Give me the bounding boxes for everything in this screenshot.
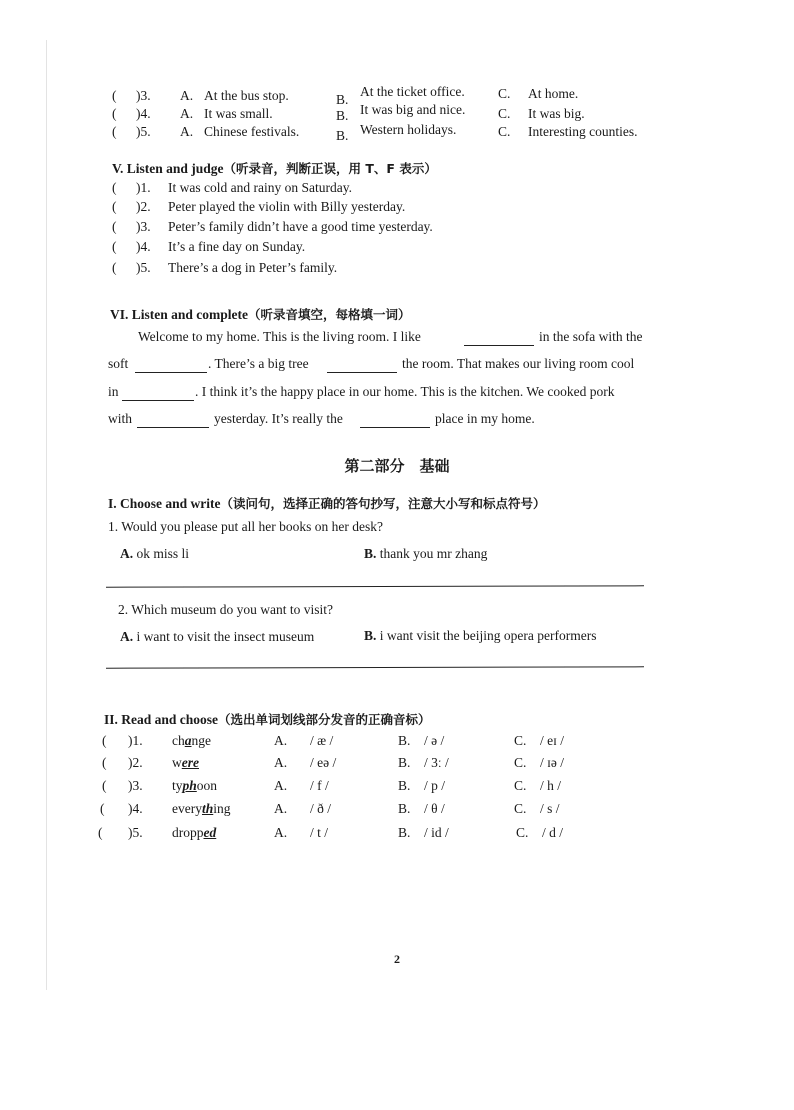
answer-paren[interactable]: ( [98,825,103,840]
question-number: )4. [136,239,151,254]
word-part: w [172,755,182,770]
option-a-label: A. [274,825,288,840]
answer-paren[interactable]: ( [112,219,117,234]
question-number: )3. [136,219,151,234]
statement-text: It was cold and rainy on Saturday. [168,180,352,195]
fill-blank-4[interactable] [122,388,194,401]
word [172,778,217,794]
option-a-label: A. [180,106,194,121]
word [172,733,211,749]
passage-text-wrap [402,356,634,372]
underlined-part: th [201,801,214,816]
section-heading [110,305,411,323]
q2-option-a[interactable] [120,629,314,645]
heading-cn: （读问句，选择正确的答句抄写，注意大小写和标点符号） [220,496,546,511]
passage-text-wrap [539,329,642,345]
option-c-label: C. [514,801,527,816]
section-heading [108,494,546,512]
heading-cn: （听录音填空，每格填一词） [248,307,411,322]
option-c-label: C. [514,778,527,793]
question-number: )5. [128,825,143,840]
passage-text: soft [108,356,129,371]
option-a-text[interactable]: / æ / [310,733,334,748]
question-number: )1. [136,180,151,195]
question-number: )1. [128,733,143,748]
fill-blank-5[interactable] [137,415,209,428]
option-b-label: B. [364,628,377,643]
passage-text: in [108,384,119,399]
question-number: )4. [128,801,143,816]
complete-line-3 [108,384,119,400]
answer-paren[interactable]: ( [102,755,107,770]
passage-text: yesterday. It’s really the [214,411,343,426]
answer-paren[interactable]: ( [112,239,117,254]
complete-line-2 [108,356,128,372]
passage-text-wrap [208,356,309,372]
fill-blank-6[interactable] [360,415,430,428]
q1-option-b[interactable] [364,546,487,562]
question-1-text: 1. Would you please put all her books on her desk? [108,519,383,534]
option-c-text[interactable]: / d / [542,825,564,840]
question-2-text: 2. Which museum do you want to visit? [118,602,333,617]
word-part: dropp [172,825,204,840]
complete-line-4 [108,411,132,427]
scan-edge [46,40,47,990]
underlined-part: a [184,733,192,748]
question-number: )2. [136,199,151,214]
answer-line-2[interactable] [106,666,644,668]
option-b-label: B. [336,92,349,107]
answer-paren[interactable]: ( [112,124,117,139]
word-part: ing [213,801,231,816]
option-a-text: At the bus stop. [204,88,289,103]
part-title: 第二部分 基础 [344,457,450,475]
option-b-text: At the ticket office. [360,84,465,99]
heading-en: II. Read and choose [104,712,219,727]
answer-paren[interactable]: ( [112,199,117,214]
q2-option-b[interactable] [364,628,596,644]
passage-text: Welcome to my home. This is the living room. I like [138,329,421,344]
passage-text: with [108,411,133,426]
option-b-label: B. [398,825,411,840]
passage-text: the room. That makes our living room cool [402,356,635,371]
word-part: nge [191,733,211,748]
option-c-text[interactable]: / h / [540,778,562,793]
word [172,755,199,771]
option-a-label: A. [274,733,288,748]
question-number: )3. [128,778,143,793]
option-c-label: C. [514,755,527,770]
option-a-text[interactable]: / f / [310,778,329,793]
option-a-label: A. [180,124,194,139]
passage-text-wrap [195,384,614,400]
statement-text: It’s a fine day on Sunday. [168,239,306,254]
option-b-text[interactable]: / id / [424,825,449,840]
fill-blank-2[interactable] [135,360,207,373]
answer-paren[interactable]: ( [102,733,107,748]
passage-text: place in my home. [435,411,535,426]
question-number: )3. [136,88,151,103]
option-b-label: B. [398,733,411,748]
heading-cn: （听录音，判断正误，用 T、F 表示） [223,161,437,176]
option-c-label: C. [498,86,511,101]
option-c-text[interactable]: / s / [540,801,560,816]
answer-paren[interactable]: ( [112,106,117,121]
option-c-text[interactable]: / eɪ / [540,733,564,748]
underlined-part: ere [181,755,199,770]
passage-text-wrap [435,411,535,427]
option-a-text[interactable]: / ð / [310,801,332,816]
option-b-text[interactable]: / θ / [424,801,445,816]
word [172,801,231,817]
option-b-label: B. [336,128,349,143]
word-part: oon [196,778,218,793]
answer-paren[interactable]: ( [102,778,107,793]
answer-paren[interactable]: ( [112,88,117,103]
word-part: every [172,801,202,816]
section-heading [112,159,437,177]
page-number: 2 [394,952,400,966]
option-b-label: B. [398,801,411,816]
section-heading [104,710,431,728]
option-c-text: It was big. [528,106,585,121]
option-a-text: Chinese festivals. [204,124,300,139]
option-b-text[interactable]: / p / [424,778,446,793]
option-b-label: B. [336,108,349,123]
heading-en: I. Choose and write [108,496,221,511]
complete-line-1 [138,329,421,345]
option-a-label: A. [274,778,288,793]
question-number: )4. [136,106,151,121]
statement-text: There’s a dog in Peter’s family. [168,260,338,275]
option-b-text[interactable]: / 3ː / [424,755,449,770]
option-c-label: C. [514,733,527,748]
answer-paren[interactable]: ( [100,801,105,816]
passage-text-wrap [214,411,343,427]
option-a-text: ok miss li [136,546,190,561]
option-a-label: A. [120,546,134,561]
option-a-text: It was small. [204,106,273,121]
question-number: )5. [136,124,151,139]
option-c-text: Interesting counties. [528,124,638,139]
option-c-label: C. [498,106,511,121]
option-b-text: It was big and nice. [360,102,466,117]
fill-blank-1[interactable] [464,333,534,346]
option-c-label: C. [516,825,529,840]
option-a-label: A. [120,629,134,644]
q1-option-a[interactable] [120,546,189,562]
option-b-label: B. [364,546,377,561]
answer-line-1[interactable] [106,585,644,587]
heading-en: VI. Listen and complete [110,307,248,322]
word-part: ty [172,778,183,793]
option-b-text[interactable]: / ə / [424,733,445,748]
passage-text: in the sofa with the [539,329,643,344]
question-number: )2. [128,755,143,770]
option-b-label: B. [398,778,411,793]
option-c-label: C. [498,124,511,139]
statement-text: Peter played the violin with Billy yesterday. [168,199,406,214]
option-a-label: A. [274,755,288,770]
option-c-text: At home. [528,86,579,101]
option-a-label: A. [274,801,288,816]
option-a-text[interactable]: / eə / [310,755,337,770]
option-c-text[interactable]: / ɪə / [540,755,564,770]
word [172,825,216,841]
underlined-part: ph [182,778,197,793]
fill-blank-3[interactable] [327,360,397,373]
option-a-text[interactable]: / t / [310,825,329,840]
word-part: ch [172,733,185,748]
answer-paren[interactable]: ( [112,180,117,195]
passage-text: . I think it’s the happy place in our home. This is the kitchen. We cooked pork [195,384,615,399]
option-b-text: thank you mr zhang [379,546,488,561]
option-b-label: B. [398,755,411,770]
option-a-label: A. [180,88,194,103]
heading-cn: （选出单词划线部分发音的正确音标） [218,712,431,727]
passage-text: . There’s a big tree [208,356,309,371]
answer-paren[interactable]: ( [112,260,117,275]
heading-en: V. Listen and judge [112,161,224,176]
option-b-text: Western holidays. [360,122,457,137]
option-a-text: i want to visit the insect museum [136,629,315,644]
option-b-text: i want visit the beijing opera performers [379,628,597,643]
question-number: )5. [136,260,151,275]
statement-text: Peter’s family didn’t have a good time yesterday. [168,219,433,234]
underlined-part: ed [203,825,217,840]
